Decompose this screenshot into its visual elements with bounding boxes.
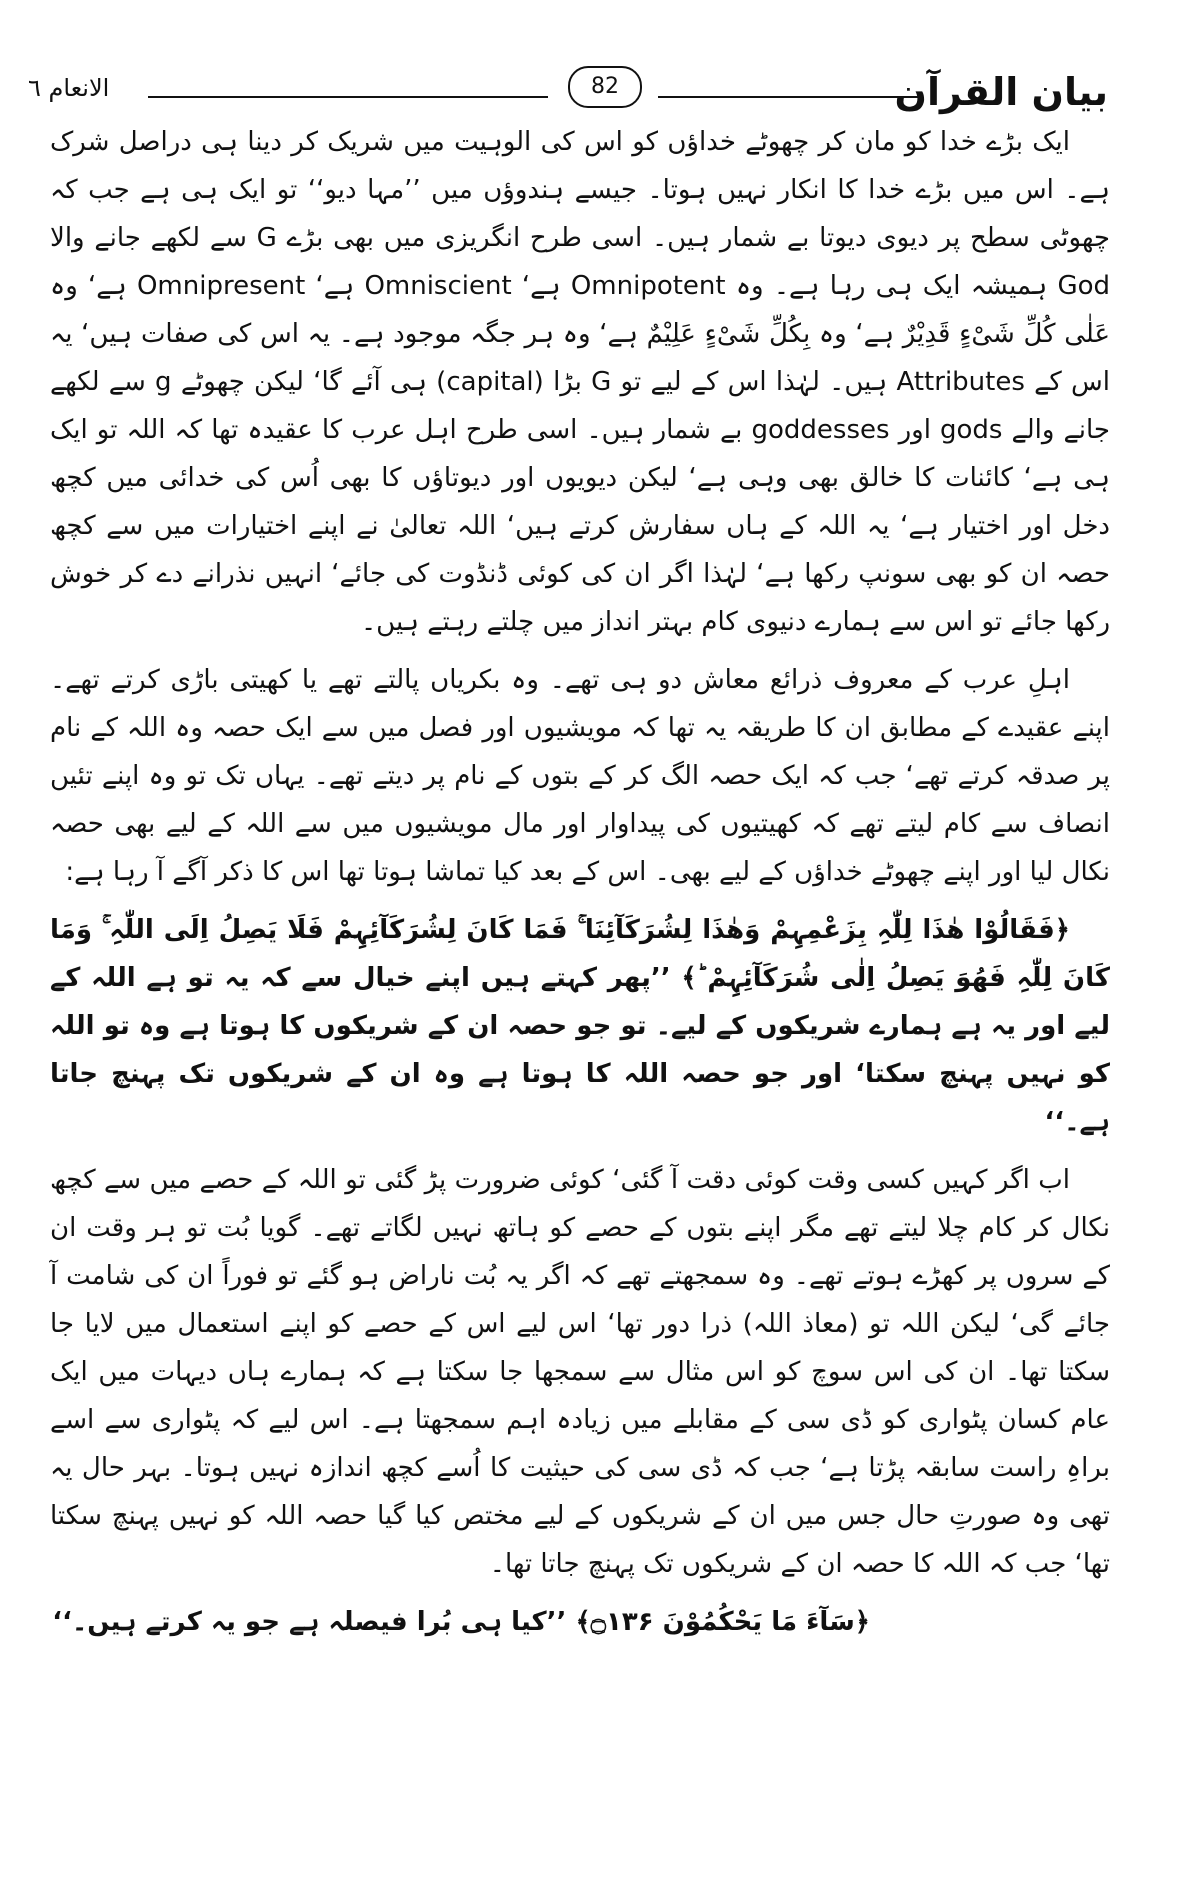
body-text — [50, 118, 1110, 1656]
paragraph-4: اب اگر کہیں کسی وقت کوئی دقت آ گئی‘ کوئی ضرورت پڑ گئی تو اللہ کے حصے میں سے کچھ نکال کر کام چلا لیتے تھے مگر اپنے بتوں کے حصے کو ہاتھ نہیں لگاتے تھے۔ گویا بُت تو ہر وقت ان کے سروں پر کھڑے ہوتے تھے۔ وہ سمجھتے تھے کہ اگر یہ بُت ناراض ہو گئے تو فوراً ان کی شامت آ جائے گی‘ لیکن اللہ تو (معاذ اللہ) ذرا دور تھا‘ اس لیے اس کے حصے کو اپنے استعمال میں لایا جا سکتا تھا۔ ان کی اس سوچ کو اس مثال سے سمجھا جا سکتا ہے کہ ہمارے ہاں دیہات میں ایک عام کسان پٹواری کو ڈی سی کے مقابلے میں زیادہ اہم سمجھتا ہے۔ اس لیے کہ پٹواری سے اسے براہِ راست سابقہ پڑتا ہے‘ جب کہ ڈی سی کی حیثیت کا اُسے کچھ اندازہ نہیں ہوتا۔ بہر حال یہ تھی وہ صورتِ حال جس میں ان کے شریکوں کے لیے مختص کیا گیا حصہ اللہ کو نہیں پہنچ سکتا تھا‘ جب کہ اللہ کا حصہ ان کے شریکوں تک پہنچ جاتا تھا۔ — [50, 1165, 1110, 1579]
header-rule-right — [658, 96, 918, 98]
paragraph-1: ایک بڑے خدا کو مان کر چھوٹے خداؤں کو اس کی الوہیت میں شریک کر دینا ہی دراصل شرک ہے۔ اس میں بڑے خدا کا انکار نہیں ہوتا۔ جیسے ہندوؤں میں ’’مہا دیو‘‘ تو ایک ہی ہے جب کہ چھوٹی سطح پر دیوی دیوتا بے شمار ہیں۔ اسی طرح انگریزی میں بھی بڑے G سے لکھے جانے والا God ہمیشہ ایک ہی رہا ہے۔ وہ Omnipotent ہے‘ Omniscient ہے‘ Omnipresent ہے‘ وہ عَلٰی کُلِّ شَیْءٍ قَدِیْرٌ ہے‘ وہ بِکُلِّ شَیْءٍ عَلِیْمٌ ہے‘ وہ ہر جگہ موجود ہے۔ یہ اس کی صفات ہیں‘ یہ اس کے Attributes ہیں۔ لہٰذا اس کے لیے تو G بڑا (capital) ہی آئے گا‘ لیکن چھوٹے g سے لکھے جانے والے gods اور goddesses بے شمار ہیں۔ اسی طرح اہل عرب کا عقیدہ تھا کہ اللہ تو ایک ہی ہے‘ کائنات کا خالق بھی وہی ہے‘ لیکن دیویوں اور دیوتاؤں کا بھی اُس کی خدائی میں کچھ دخل اور اختیار ہے‘ یہ اللہ کے ہاں سفارش کرتے ہیں‘ اللہ تعالیٰ نے اپنے اختیارات میں سے کچھ حصہ ان کو بھی سونپ رکھا ہے‘ لہٰذا اگر ان کی کوئی ڈنڈوت کی جائے‘ انہیں نذرانے دے کر خوش رکھا جائے تو اس سے ہمارے دنیوی کام بہتر انداز میں چلتے رہتے ہیں۔ — [50, 127, 1111, 637]
book-title: بیان القرآن — [894, 70, 1108, 114]
closing-verse: ﴿سَآءَ مَا یَحْکُمُوْنَ ۝۱۳۶﴾ ’’کیا ہی بُرا فیصلہ ہے جو یہ کرتے ہیں۔‘‘ — [52, 1607, 870, 1637]
page-number: 82 — [568, 66, 642, 108]
paragraph-2: اہلِ عرب کے معروف ذرائع معاش دو ہی تھے۔ وہ بکریاں پالتے تھے یا کھیتی باڑی کرتے تھے۔ اپنے عقیدے کے مطابق ان کا طریقہ یہ تھا کہ مویشیوں اور فصل میں سے ایک حصہ وہ اللہ کے نام پر صدقہ کرتے تھے‘ جب کہ ایک حصہ الگ کر کے بتوں کے نام پر دیتے تھے۔ یہاں تک تو وہ اپنے تئیں انصاف سے کام لیتے تھے کہ کھیتیوں کی پیداوار اور مال مویشیوں میں سے اللہ کے لیے بھی حصہ نکال لیا اور اپنے چھوٹے خداؤں کے لیے بھی۔ اس کے بعد کیا تماشا ہوتا تھا اس کا ذکر آگے آ رہا ہے: — [50, 665, 1110, 887]
quran-verse-paragraph: ﴿فَقَالُوْا ھٰذَا لِلّٰہِ بِزَعْمِہِمْ وَھٰذَا لِشُرَکَآئِنَا ۚ فَمَا کَانَ لِشُرَکَآئِہِمْ فَلَا یَصِلُ اِلَی اللّٰہِ ۚ وَمَا کَانَ لِلّٰہِ فَھُوَ یَصِلُ اِلٰی شُرَکَآئِہِمْ ؕ﴾ ’’پھر کہتے ہیں اپنے خیال سے کہ یہ تو ہے اللہ کے لیے اور یہ ہے ہمارے شریکوں کے لیے۔ تو جو حصہ ان کے شریکوں کا ہوتا ہے وہ تو اللہ کو نہیں پہنچ سکتا‘ اور جو حصہ اللہ کا ہوتا ہے وہ ان کے شریکوں تک پہنچ جاتا ہے۔‘‘ — [50, 915, 1110, 1137]
header-rule-left — [148, 96, 548, 98]
page-header — [28, 70, 1108, 118]
surah-name: الانعام ٦ — [28, 74, 110, 102]
